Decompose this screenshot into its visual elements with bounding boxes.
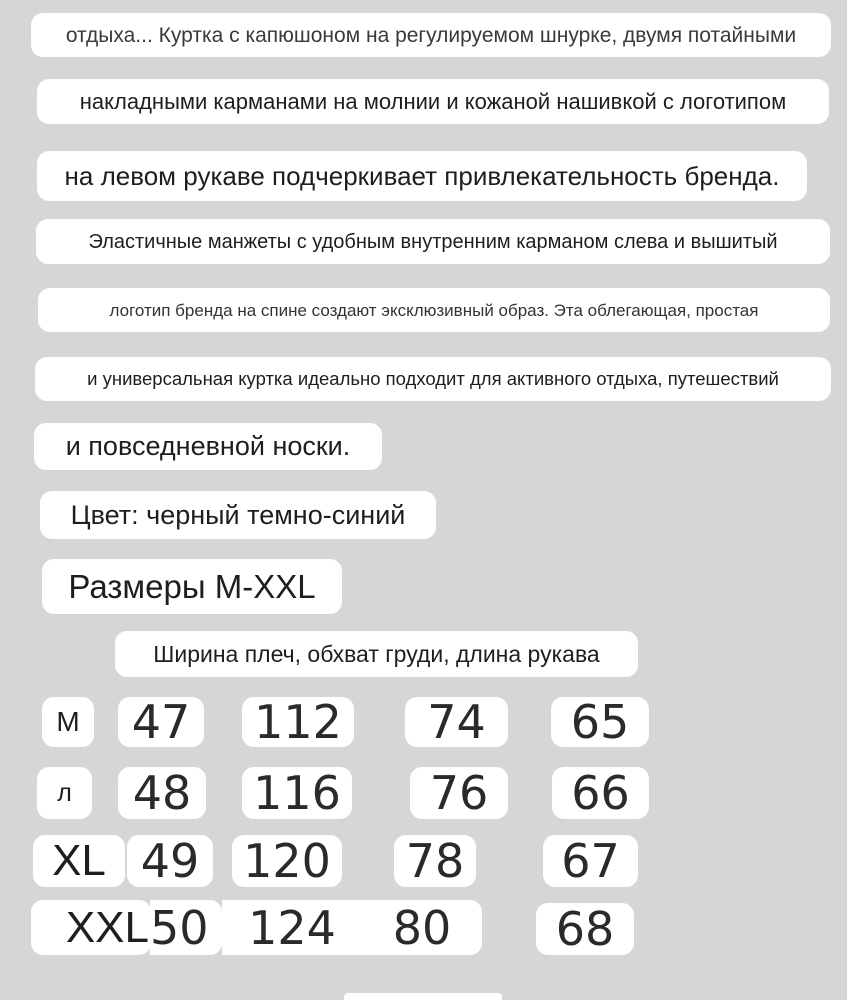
length-value: 67 <box>543 835 638 887</box>
chest-value: 116 <box>242 767 352 819</box>
size-label: XL <box>33 835 125 887</box>
sizes-title: Размеры M-XXL <box>42 559 342 614</box>
sleeve-value: 80 <box>362 900 482 955</box>
length-value: 66 <box>552 767 649 819</box>
sleeve-value: 76 <box>410 767 508 819</box>
shoulder-value: 49 <box>127 835 213 887</box>
sleeve-value: 74 <box>405 697 508 747</box>
shoulder-value: 50 <box>150 900 222 955</box>
description-line-4: Эластичные манжеты с удобным внутренним карманом слева и вышитый <box>36 219 830 264</box>
shoulder-value: 47 <box>118 697 204 747</box>
sleeve-value: 78 <box>394 835 476 887</box>
description-line-7: и повседневной носки. <box>34 423 382 470</box>
size-label: M <box>42 697 94 747</box>
chest-value: 120 <box>232 835 342 887</box>
length-value: 68 <box>536 903 634 955</box>
chest-value: 112 <box>242 697 354 747</box>
description-line-1: отдыха... Куртка с капюшоном на регулируемом шнурке, двумя потайными <box>31 13 831 57</box>
color-line: Цвет: черный темно-синий <box>40 491 436 539</box>
description-line-6: и универсальная куртка идеально подходит для активного отдыха, путешествий <box>35 357 831 401</box>
shoulder-value: 48 <box>118 767 206 819</box>
size-label: XXL <box>31 900 151 955</box>
table-header: Ширина плеч, обхват груди, длина рукава <box>115 631 638 677</box>
home-indicator <box>344 993 502 1000</box>
size-label: л <box>37 767 92 819</box>
description-line-3: на левом рукаве подчеркивает привлекательность бренда. <box>37 151 807 201</box>
length-value: 65 <box>551 697 649 747</box>
description-line-2: накладными карманами на молнии и кожаной нашивкой с логотипом <box>37 79 829 124</box>
description-line-5: логотип бренда на спине создают эксклюзивный образ. Эта облегающая, простая <box>38 288 830 332</box>
chest-value: 124 <box>222 900 362 955</box>
